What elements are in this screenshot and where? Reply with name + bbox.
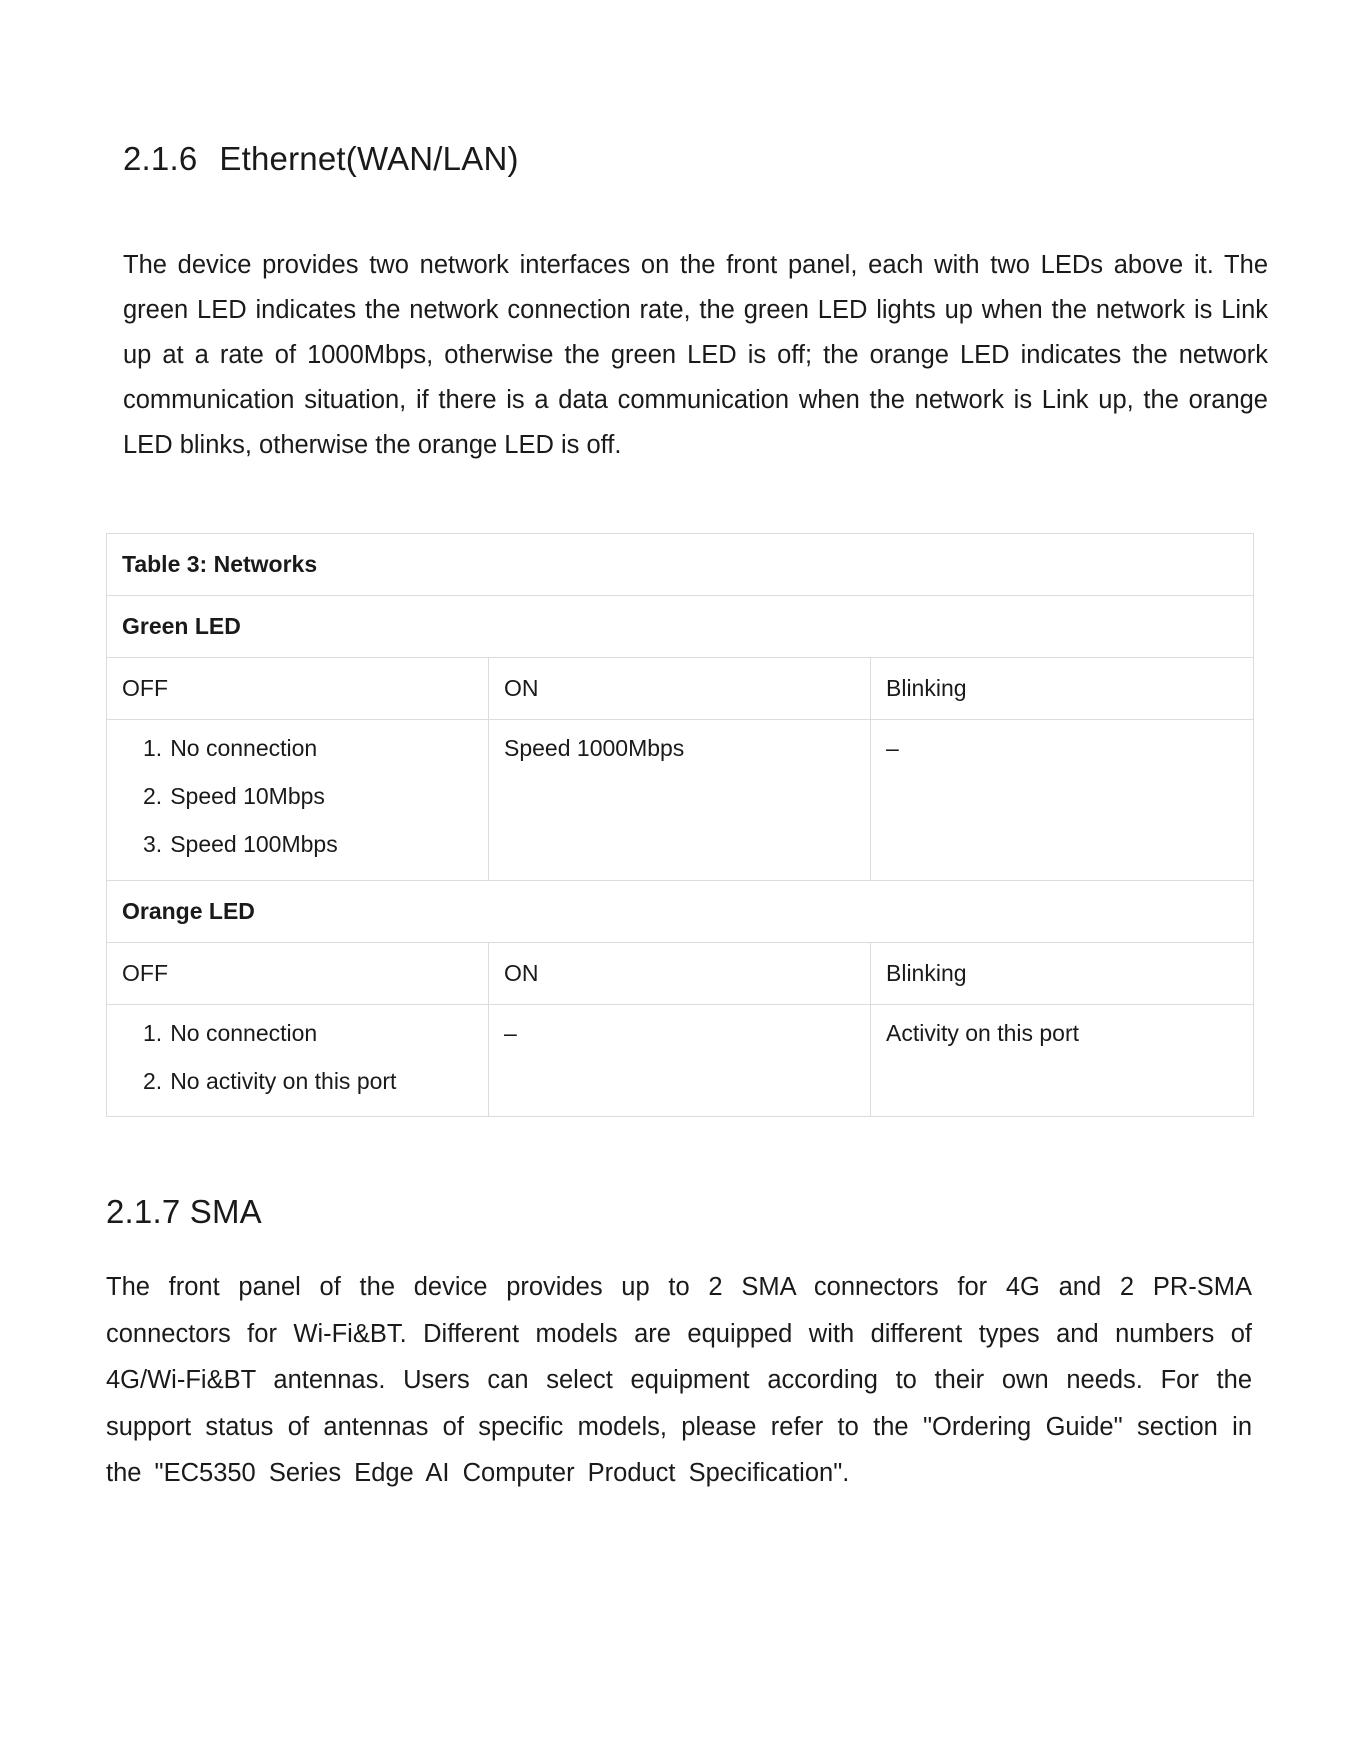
- section-heading-2-1-7: 2.1.7 SMA: [106, 1193, 262, 1230]
- green-led-header-row: [107, 596, 1254, 658]
- orange-blinking-value: Activity on this port: [886, 1020, 1080, 1046]
- list-item-text: No activity on this port: [170, 1068, 397, 1094]
- orange-on-label: ON: [489, 943, 871, 1005]
- green-off-label: OFF: [107, 658, 489, 720]
- list-item: [122, 735, 473, 762]
- green-off-cell: [107, 720, 489, 881]
- sma-description-paragraph: The front panel of the device provides up to 2 SMA connectors for 4G and 2 PR-SMA connectors for Wi-Fi&BT. Different models are equipped with different types and numbers of 4G/Wi-Fi&BT antennas. Users can select equipment according to their own needs. For the support status of antennas of specific models, please refer to the "Ordering Guide" section in the "EC5350 Series Edge AI Computer Product Specification".: [106, 1273, 1252, 1487]
- list-item: [122, 831, 473, 858]
- orange-led-header: Orange LED: [107, 881, 1254, 943]
- orange-led-value-row: [107, 1005, 1254, 1117]
- green-led-value-row: [107, 720, 1254, 881]
- ethernet-description-paragraph: The device provides two network interfaces on the front panel, each with two LEDs above it. The green LED indicates the network connection rate, the green LED lights up when the network is Link up at a rate of 1000Mbps, otherwise the green LED is off; the orange LED indicates the network communication situation, if there is a data communication when the network is Link up, the orange LED blinks, otherwise the orange LED is off.: [123, 251, 1268, 459]
- table-caption: Table 3: Networks: [107, 534, 1254, 596]
- table-caption-row: [107, 534, 1254, 596]
- section-number: 2.1.6: [123, 140, 198, 177]
- list-item-number: 1.: [143, 1020, 163, 1046]
- orange-off-cell: [107, 1005, 489, 1117]
- green-on-value: Speed 1000Mbps: [504, 735, 685, 761]
- list-item-number: 2.: [143, 1068, 163, 1094]
- list-item-number: 1.: [143, 735, 163, 761]
- list-item-text: Speed 10Mbps: [170, 783, 325, 809]
- green-led-state-row: [107, 658, 1254, 720]
- orange-led-header-row: [107, 881, 1254, 943]
- list-item-text: No connection: [170, 735, 318, 761]
- networks-table: [106, 533, 1254, 1117]
- list-item: [122, 1068, 473, 1095]
- green-blinking-value: –: [886, 735, 899, 761]
- orange-off-list: [122, 1020, 473, 1095]
- green-blinking-cell: [871, 720, 1254, 881]
- orange-off-label: OFF: [107, 943, 489, 1005]
- green-off-list: [122, 735, 473, 858]
- orange-on-cell: [489, 1005, 871, 1117]
- list-item-text: No connection: [170, 1020, 318, 1046]
- section-heading-2-1-6: [123, 140, 519, 178]
- section-title: Ethernet(WAN/LAN): [219, 140, 519, 177]
- green-led-header: Green LED: [107, 596, 1254, 658]
- list-item-text: Speed 100Mbps: [170, 831, 338, 857]
- orange-blinking-label: Blinking: [871, 943, 1254, 1005]
- green-on-cell: [489, 720, 871, 881]
- list-item-number: 2.: [143, 783, 163, 809]
- orange-blinking-cell: [871, 1005, 1254, 1117]
- list-item: [122, 783, 473, 810]
- green-on-label: ON: [489, 658, 871, 720]
- orange-led-state-row: [107, 943, 1254, 1005]
- orange-on-value: –: [504, 1020, 517, 1046]
- green-blinking-label: Blinking: [871, 658, 1254, 720]
- list-item-number: 3.: [143, 831, 163, 857]
- list-item: [122, 1020, 473, 1047]
